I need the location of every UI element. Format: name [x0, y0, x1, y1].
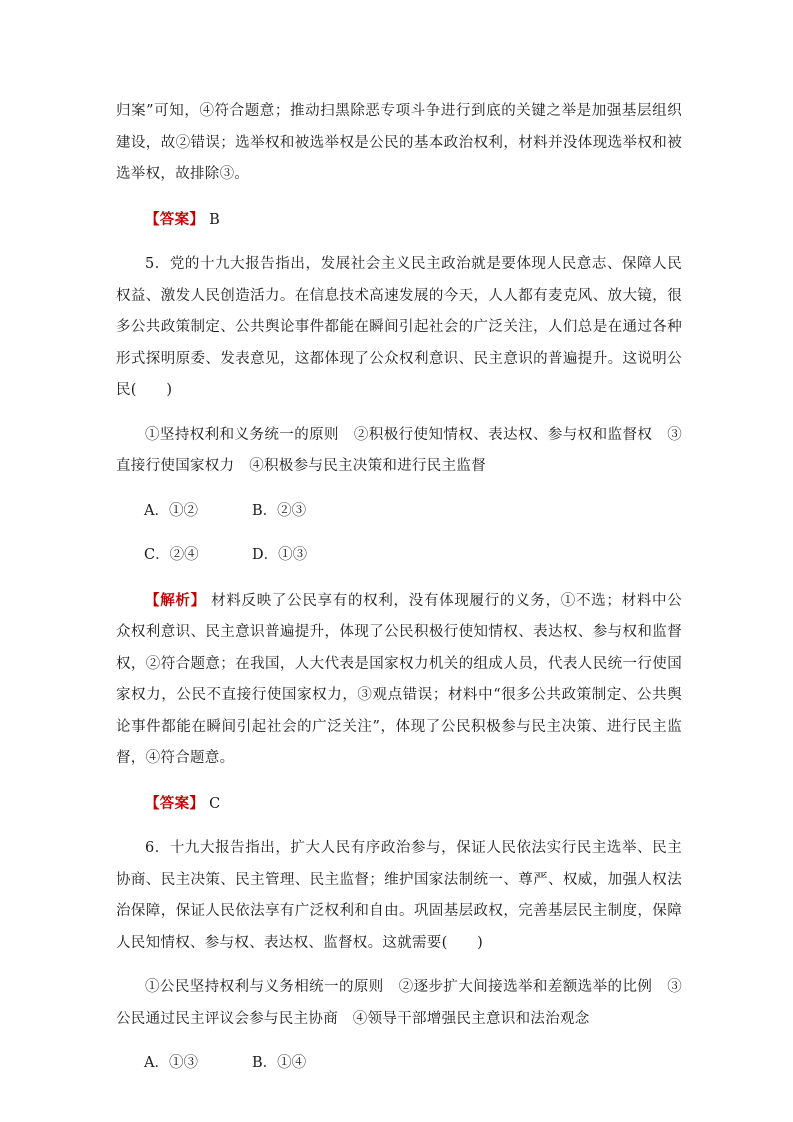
- option-b: B．①④: [252, 1055, 307, 1071]
- answer-tag: 【答案】: [145, 210, 205, 228]
- q5-explanation: [116, 585, 682, 775]
- option-a: A．①③: [144, 1055, 198, 1071]
- explain-tag: 【解析】: [145, 591, 206, 609]
- answer-tag: 【答案】: [145, 794, 205, 812]
- answer-value: C: [209, 795, 221, 812]
- option-c: C．②④: [144, 547, 199, 563]
- explain-text: 材料反映了公民享有的权利，没有体现履行的义务，①不选；材料中公众权利意识、民主意识普遍提升，体现了公民积极行使知情权、表达权、参与权和监督权，②符合题意；在我国，人大代表是国家权力机关的组成人员，代表人民统一行使国家权力，公民不直接行使国家权力，③观点错误；材料中“很多公共政策制定、公共舆论事件都能在瞬间引起社会的广泛关注”，体现了公民积极参与民主决策、进行民主监督，④符合题意。: [116, 592, 682, 766]
- q5-options: [116, 496, 682, 528]
- q6-stem: 6．十九大报告指出，扩大人民有序政治参与，保证人民依法实行民主选举、民主协商、民主决策、民主管理、民主监督；维护国家法制统一、尊严、权威，加强人权法治保障，保证人民依法享有广泛权利和自由。巩固基层政权，完善基层民主制度，保障人民知情权、参与权、表达权、监督权。这就需要( ): [116, 840, 682, 951]
- q5-items: ①坚持权利和义务统一的原则 ②积极行使知情权、表达权、参与权和监督权 ③直接行使国家权力 ④积极参与民主决策和进行民主监督: [116, 426, 682, 474]
- q6-options: [116, 1048, 682, 1080]
- option-d: D．①③: [252, 547, 308, 563]
- option-a: A．①②: [144, 502, 198, 519]
- q5-answer: [116, 788, 682, 821]
- q4-explanation-tail: 归案”可知，④符合题意；推动扫黑除恶专项斗争进行到底的关键之举是加强基层组织建设，故②错误；选举权和被选举权是公民的基本政治权利，材料并没体现选举权和被选举权，故排除③。: [116, 103, 682, 182]
- q5-stem: 5．党的十九大报告指出，发展社会主义民主政治就是要体现人民意志、保障人民权益、激发人民创造活力。在信息技术高速发展的今天，人人都有麦克风、放大镜，很多公共政策制定、公共舆论事件都能在瞬间引起社会的广泛关注，人们总是在通过各种形式探明原委、发表意见，这都体现了公众权利意识、民主意识的普遍提升。这说明公民( ): [116, 256, 682, 398]
- document-page: [116, 96, 682, 1093]
- q4-answer: [116, 204, 682, 237]
- q5-options-2: [116, 540, 682, 572]
- q6-items: ①公民坚持权利与义务相统一的原则 ②逐步扩大间接选举和差额选举的比例 ③公民通过民主评议会参与民主协商 ④领导干部增强民主意识和法治观念: [116, 979, 682, 1027]
- answer-value: B: [209, 211, 221, 228]
- option-b: B．②③: [252, 502, 307, 519]
